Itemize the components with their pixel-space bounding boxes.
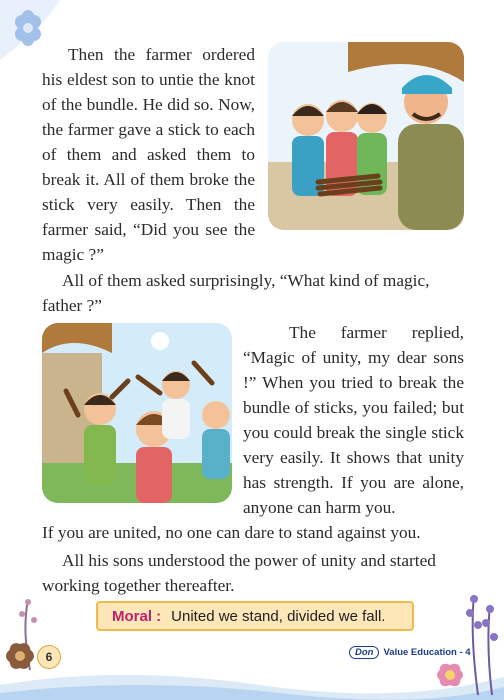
story-paragraph-5: All his sons understood the power of unity and started working together thereafter. [42, 551, 436, 595]
left-flower-decoration [0, 590, 70, 700]
page-number-badge: 6 [37, 645, 61, 669]
farmer-and-sons-illustration [268, 42, 464, 230]
brand-logo: Don [349, 646, 379, 659]
moral-text: United we stand, divided we fall. [171, 607, 386, 625]
story-paragraph-2: All of them asked surprisingly, “What kind of magic, father ?” [42, 271, 430, 315]
boys-with-sticks-illustration [42, 323, 232, 503]
story-paragraph-4: If you are united, no one can dare to stand against you. [42, 523, 421, 542]
series-title: Value Education - 4 [383, 647, 471, 658]
bottom-wave-decoration [0, 655, 504, 700]
right-flower-decoration [430, 585, 504, 700]
moral-box [96, 601, 414, 631]
moral-label: Moral : [112, 607, 162, 625]
story-paragraph-1: Then the farmer ordered his eldest son to untie the knot of the bundle. He did so. Now, the farmer gave a stick to each of them and asked them to break it. All of them broke the stick very easily. Then the farmer said, “Did you see the magic ?” [42, 45, 255, 264]
story-paragraph-3: The farmer replied, “Magic of unity, my dear sons !” When you tried to break the bundle of sticks, you failed; but you could break the single stick very easily. It shows that unity has strength. If you are alone, anyone can harm you. [243, 323, 464, 517]
